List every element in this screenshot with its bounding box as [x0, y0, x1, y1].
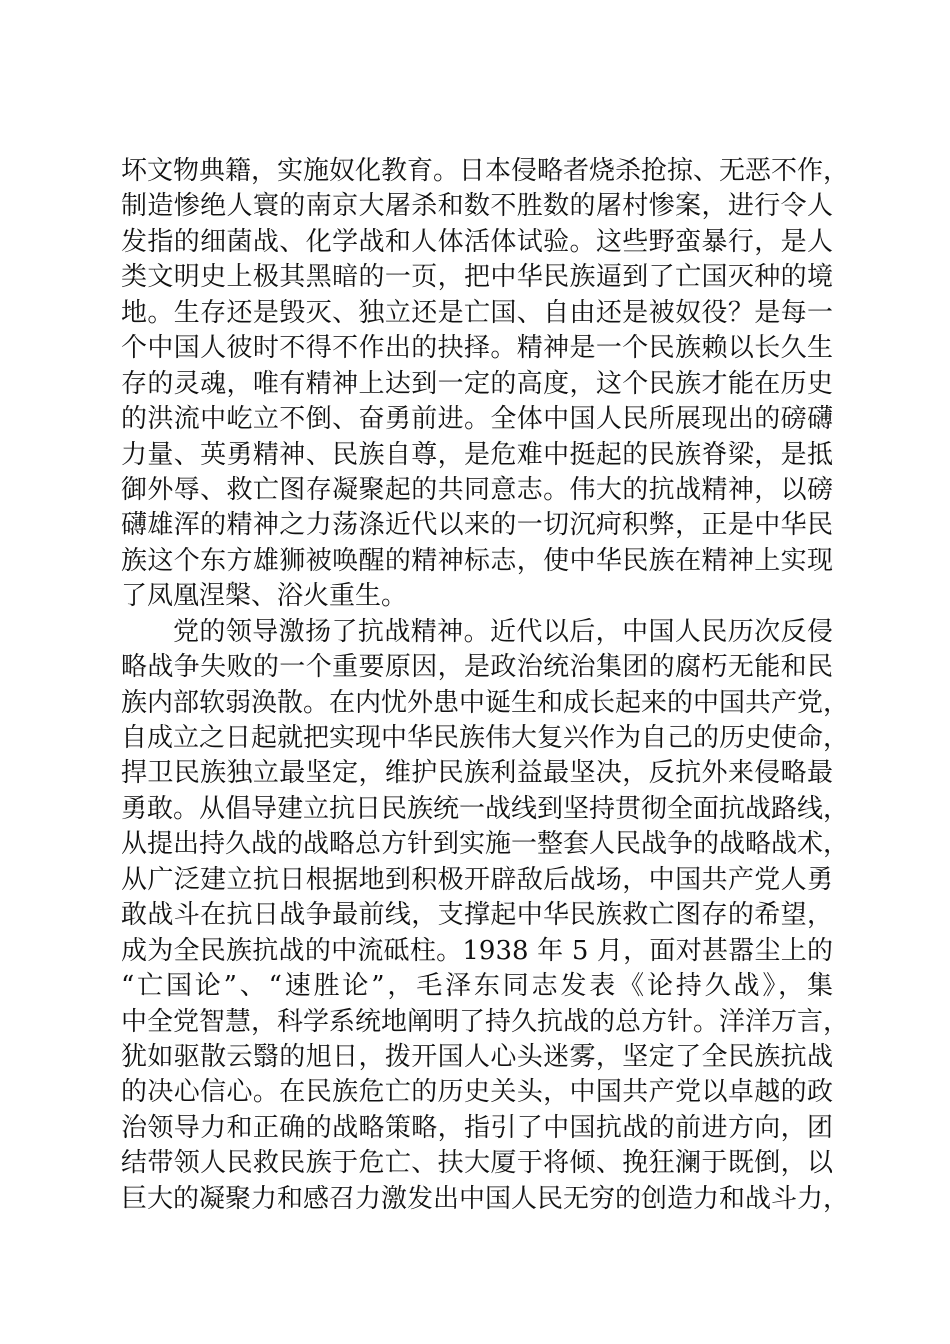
text-line: 力量、英勇精神、民族自尊，是危难中挺起的民族脊梁，是抵 [121, 439, 833, 470]
text-line: 巨大的凝聚力和感召力激发出中国人民无穷的创造力和战斗力， [121, 1183, 850, 1214]
text-line: 治领导力和正确的战略策略，指引了中国抗战的前进方向，团 [121, 1112, 833, 1143]
text-line: 了凤凰涅槃、浴火重生。 [121, 581, 408, 612]
text-line: 的决心信心。在民族危亡的历史关头，中国共产党以卓越的政 [121, 1077, 833, 1108]
text-line: 犹如驱散云翳的旭日，拨开国人心头迷雾，坚定了全民族抗战 [121, 1041, 833, 1072]
text-line: 的洪流中屹立不倒、奋勇前进。全体中国人民所展现出的磅礴 [121, 404, 833, 435]
text-line: 从提出持久战的战略总方针到实施一整套人民战争的战略战术， [121, 829, 850, 860]
text-line: 从广泛建立抗日根据地到积极开辟敌后战场，中国共产党人勇 [121, 864, 833, 895]
text-line: 成为全民族抗战的中流砥柱。1938 年 5 月，面对甚嚣尘上的 [121, 935, 833, 966]
paragraph [121, 154, 850, 615]
text-line: 礴雄浑的精神之力荡涤近代以来的一切沉疴积弊，正是中华民 [121, 510, 833, 541]
text-line: 地。生存还是毁灭、独立还是亡国、自由还是被奴役？是每一 [121, 297, 833, 328]
text-line: 中全党智慧，科学系统地阐明了持久抗战的总方针。洋洋万言， [121, 1006, 850, 1037]
paragraph [121, 615, 850, 1217]
text-line: 结带领人民救民族于危亡、扶大厦于将倾、挽狂澜于既倒，以 [121, 1148, 833, 1179]
text-line: 存的灵魂，唯有精神上达到一定的高度，这个民族才能在历史 [121, 368, 833, 399]
text-line: 党的领导激扬了抗战精神。近代以后，中国人民历次反侵 [173, 616, 833, 647]
text-line: 敢战斗在抗日战争最前线，支撑起中华民族救亡图存的希望， [121, 900, 833, 931]
text-line: 发指的细菌战、化学战和人体活体试验。这些野蛮暴行，是人 [121, 226, 833, 257]
text-line: 勇敢。从倡导建立抗日民族统一战线到坚持贯彻全面抗战路线， [121, 793, 850, 824]
text-line: 制造惨绝人寰的南京大屠杀和数不胜数的屠村惨案，进行令人 [121, 191, 833, 222]
text-line: 略战争失败的一个重要原因，是政治统治集团的腐朽无能和民 [121, 652, 833, 683]
text-line: 族这个东方雄狮被唤醒的精神标志，使中华民族在精神上实现 [121, 545, 833, 576]
text-line: 族内部软弱涣散。在内忧外患中诞生和成长起来的中国共产党， [121, 687, 850, 718]
text-line: 御外辱、救亡图存凝聚起的共同意志。伟大的抗战精神，以磅 [121, 474, 833, 505]
text-line: 类文明史上极其黑暗的一页，把中华民族逼到了亡国灭种的境 [121, 262, 833, 293]
text-line: 坏文物典籍，实施奴化教育。日本侵略者烧杀抢掠、无恶不作， [121, 156, 850, 186]
text-line: 自成立之日起就把实现中华民族伟大复兴作为自己的历史使命， [121, 723, 850, 753]
text-line: 个中国人彼时不得不作出的抉择。精神是一个民族赖以长久生 [121, 333, 833, 364]
document-page [121, 154, 850, 1217]
text-line: 捍卫民族独立最坚定，维护民族利益最坚决，反抗外来侵略最 [121, 758, 833, 789]
text-line: “亡国论”、“速胜论”，毛泽东同志发表《论持久战》，集 [121, 971, 833, 1002]
